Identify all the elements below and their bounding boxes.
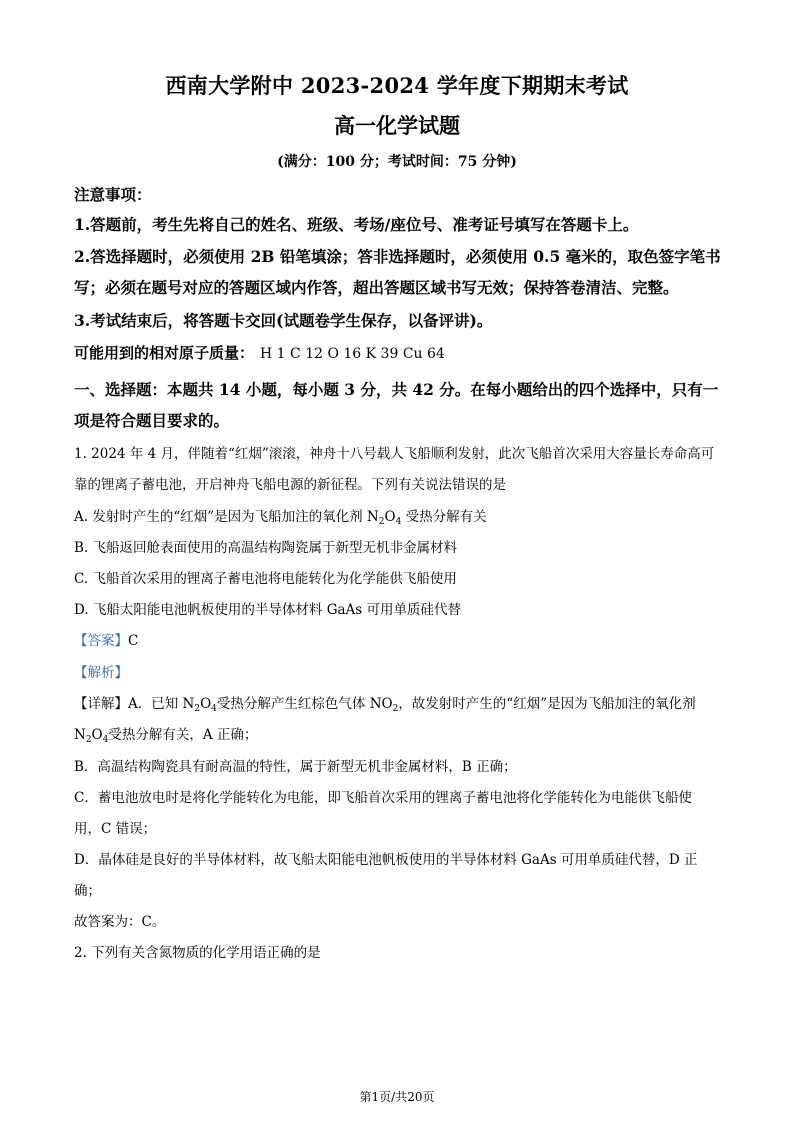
q1-stem-line2: 靠的锂离子蓄电池，开启神舟飞船电源的新征程。下列有关说法错误的是: [74, 477, 506, 493]
q1-detail-line2: $N_2O_4$受热分解有关，A 正确；: [74, 727, 258, 745]
q1-detail-line1: 【详解】A．已知 $N_2O_4$受热分解产生红棕色气体 $NO_2$，故发射时产生的“红烟”是因为飞船加注的氧化剂: [74, 696, 696, 714]
q1-detail-line4: C．蓄电池放电时是将化学能转化为电能，即飞船首次采用的锂离子蓄电池将化学能转化为电能供飞船使: [74, 790, 692, 806]
q1-option-c: C. 飞船首次采用的锂离子蓄电池将电能转化为化学能供飞船使用: [74, 571, 457, 587]
q1-detail-line6: D．晶体硅是良好的半导体材料，故飞船太阳能电池帆板使用的半导体材料 GaAs 可用单质硅代替，D 正: [74, 852, 698, 868]
answer-value: C: [128, 633, 139, 649]
atomic-masses-values: H 1 C 12 O 16 K 39 Cu 64: [260, 346, 445, 362]
notice-heading: 注意事项：: [74, 185, 152, 204]
exam-subtitle: 高一化学试题: [334, 113, 460, 138]
q1-option-b: B. 飞船返回舱表面使用的高温结构陶瓷属于新型无机非金属材料: [74, 540, 458, 556]
section-1-heading-line2: 项是符合题目要求的。: [74, 411, 230, 430]
atomic-masses: [74, 342, 445, 363]
q1-stem-line1: 1. 2024 年 4 月，伴随着“红烟”滚滚，神舟十八号载人飞船顺利发射，此次飞船首次采用大容量长寿命高可: [74, 446, 715, 462]
detail-tag: 【详解】: [74, 696, 128, 712]
notice-item-1: 1.答题前，考生先将自己的姓名、班级、考场/座位号、准考证号填写在答题卡上。: [74, 215, 639, 234]
q1-detail-line7: 确；: [74, 883, 101, 899]
section-1-heading-line1: 一、选择题：本题共 14 小题，每小题 3 分，共 42 分。在每小题给出的四个选择中，只有一: [74, 380, 719, 399]
q1-analysis-tag: 【解析】: [74, 665, 128, 681]
notice-item-3: 3.考试结束后，将答题卡交回(试题卷学生保存，以备评讲)。: [74, 311, 493, 330]
q1-detail-line5: 用，C 错误；: [74, 821, 157, 837]
q1-option-d: D. 飞船太阳能电池帆板使用的半导体材料 GaAs 可用单质硅代替: [74, 602, 462, 618]
page-number: 第1页/共20页: [359, 1090, 435, 1104]
q2-stem: 2. 下列有关含氮物质的化学用语正确的是: [74, 945, 321, 961]
q1-detail-line3: B．高温结构陶瓷具有耐高温的特性，属于新型无机非金属材料，B 正确；: [74, 759, 517, 775]
q1-conclusion: 故答案为：C。: [74, 914, 166, 930]
answer-tag: 【答案】: [74, 633, 128, 649]
q1-option-a: A. 发射时产生的“红烟”是因为飞船加注的氧化剂 $N_2O_4$ 受热分解有关: [74, 509, 487, 527]
exam-meta: (满分：100 分；考试时间：75 分钟): [277, 154, 517, 170]
atomic-masses-label: 可能用到的相对原子质量：: [74, 344, 255, 362]
exam-title: 西南大学附中 2023-2024 学年度下期期末考试: [165, 73, 629, 98]
q1-answer: [74, 629, 138, 649]
notice-item-2-line2: 写；必须在题号对应的答题区域内作答，超出答题区域书写无效；保持答卷清洁、完整。: [74, 278, 679, 297]
notice-item-2-line1: 2.答选择题时，必须使用 2B 铅笔填涂；答非选择题时，必须使用 0.5 毫米的，取色签字笔书: [74, 247, 721, 266]
